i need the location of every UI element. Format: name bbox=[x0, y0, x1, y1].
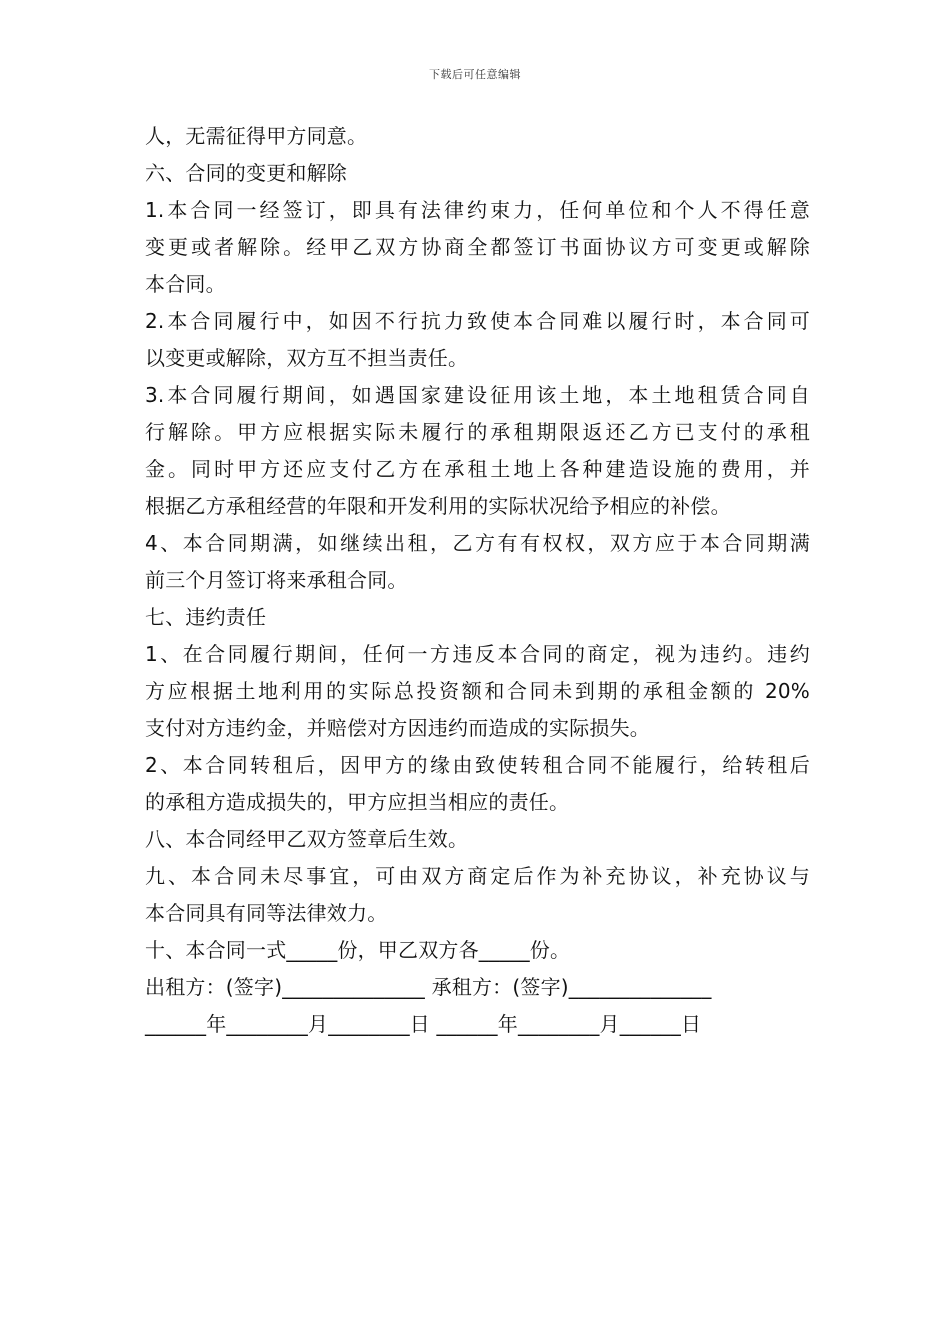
text-line: 1.本合同一经签订，即具有法律约束力，任何单位和个人不得任意 bbox=[145, 198, 810, 222]
text-line: 的承租方造成损失的，甲方应担当相应的责任。 bbox=[145, 790, 570, 814]
section-heading: 七、违约责任 bbox=[145, 605, 267, 629]
text-line: 4、本合同期满，如继续出租，乙方有有权权，双方应于本合同期满 bbox=[145, 531, 810, 555]
text-line: 本合同。 bbox=[145, 272, 226, 296]
text-line: 人，无需征得甲方同意。 bbox=[145, 124, 368, 148]
text-line: 金。同时甲方还应支付乙方在承租土地上各种建造设施的费用，并 bbox=[145, 457, 810, 481]
text-line: 1、在合同履行期间，任何一方违反本合同的商定，视为违约。违约 bbox=[145, 642, 810, 666]
text-line: 前三个月签订将来承租合同。 bbox=[145, 568, 408, 592]
date-line: ______年________月________日 ______年________月______日 bbox=[145, 1012, 702, 1036]
text-line: 方应根据土地利用的实际总投资额和合同未到期的承租金额的 20% bbox=[145, 679, 810, 703]
text-line: 行解除。甲方应根据实际未履行的承租期限返还乙方已支付的承租 bbox=[145, 420, 810, 444]
text-line: 2.本合同履行中，如因不行抗力致使本合同难以履行时，本合同可 bbox=[145, 309, 810, 333]
signature-line: 出租方：(签字)______________ 承租方：(签字)______________ bbox=[145, 975, 712, 999]
page-header: 下载后可任意编辑 bbox=[429, 68, 521, 81]
text-line: 根据乙方承租经营的年限和开发利用的实际状况给予相应的补偿。 bbox=[145, 494, 731, 518]
text-line: 变更或者解除。经甲乙双方协商全都签订书面协议方可变更或解除 bbox=[145, 235, 810, 259]
text-line: 3.本合同履行期间，如遇国家建设征用该土地，本土地租赁合同自 bbox=[145, 383, 810, 407]
text-line: 九、本合同未尽事宜，可由双方商定后作为补充协议，补充协议与 bbox=[145, 864, 810, 888]
contract-body bbox=[145, 118, 810, 1043]
text-line: 支付对方违约金，并赔偿对方因违约而造成的实际损失。 bbox=[145, 716, 650, 740]
section-heading: 六、合同的变更和解除 bbox=[145, 161, 347, 185]
text-line: 2、本合同转租后，因甲方的缘由致使转租合同不能履行，给转租后 bbox=[145, 753, 810, 777]
copies-line: 十、本合同一式_____份，甲乙双方各_____份。 bbox=[145, 938, 571, 962]
text-line: 本合同具有同等法律效力。 bbox=[145, 901, 388, 925]
text-line: 以变更或解除，双方互不担当责任。 bbox=[145, 346, 469, 370]
section-heading: 八、本合同经甲乙双方签章后生效。 bbox=[145, 827, 469, 851]
